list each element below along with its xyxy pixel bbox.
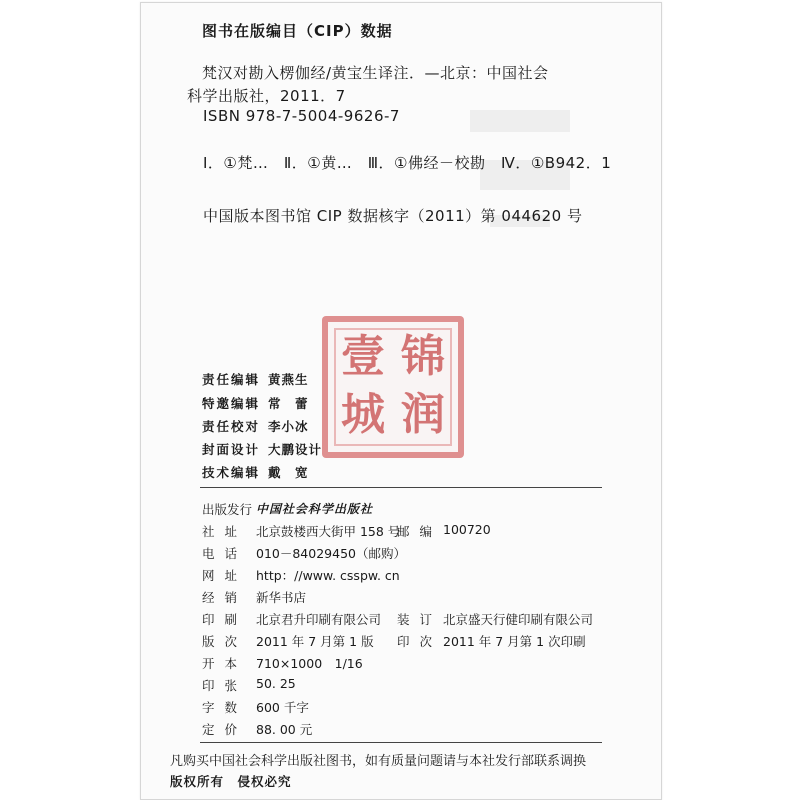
staff-value: 李小冰 [268, 419, 309, 434]
cip-number: 中国版本图书馆 CIP 数据核字（2011）第 044620 号 [203, 207, 583, 225]
postcode-value: 100720 [443, 522, 491, 537]
address-value: 北京鼓楼西大街甲 158 号 [256, 524, 401, 539]
cip-record-line1: 梵汉对勘入楞伽经/黄宝生译注．—北京：中国社会 [202, 64, 549, 82]
staff-value: 常 蕾 [268, 396, 309, 411]
words-label: 字数 [202, 700, 248, 715]
cip-subjects: Ⅰ．①梵… Ⅱ．①黄… Ⅲ．①佛经－校勘 Ⅳ．①B942．1 [203, 154, 612, 172]
printer-label: 印刷 [202, 612, 248, 627]
stamp-char: 壹 [341, 331, 385, 382]
divider-rule [200, 487, 602, 488]
address-label: 社址 [202, 524, 248, 539]
stamp-char: 城 [341, 389, 385, 440]
staff-value: 戴 宽 [268, 465, 309, 480]
staff-label: 技术编辑 [202, 465, 261, 480]
words-value: 600 千字 [256, 700, 309, 715]
staff-label: 封面设计 [202, 442, 261, 457]
stamp-char: 锦 [401, 331, 445, 382]
edition-value: 2011 年 7 月第 1 版 [256, 634, 374, 649]
staff-label: 责任校对 [202, 419, 261, 434]
impression-value: 2011 年 7 月第 1 次印刷 [443, 634, 586, 649]
divider-rule [200, 742, 602, 743]
phone-value: 010－84029450（邮购） [256, 546, 406, 561]
footer-rights: 版权所有 侵权必究 [170, 774, 292, 789]
phone-label: 电话 [202, 546, 248, 561]
format-value: 710×1000 1/16 [256, 656, 363, 671]
staff-value: 大鹏设计 [268, 442, 323, 457]
publisher-label: 出版发行 [202, 502, 253, 517]
format-label: 开本 [202, 656, 248, 671]
cip-isbn: ISBN 978-7-5004-9626-7 [203, 107, 400, 125]
postcode-label: 邮编 [397, 524, 443, 539]
sheets-value: 50. 25 [256, 676, 296, 691]
price-label: 定价 [202, 722, 248, 737]
publisher-name: 中国社会科学出版社 [256, 502, 374, 516]
staff-label: 特邀编辑 [202, 396, 261, 411]
price-value: 88. 00 元 [256, 722, 313, 737]
distributor-label: 经销 [202, 590, 248, 605]
distributor-value: 新华书店 [256, 590, 307, 605]
staff-value: 黄燕生 [268, 372, 309, 387]
seal-stamp [322, 316, 464, 458]
sheets-label: 印张 [202, 678, 248, 693]
printer-value: 北京君升印刷有限公司 [256, 612, 382, 627]
cip-heading: 图书在版编目（CIP）数据 [202, 22, 393, 40]
binder-value: 北京盛天行健印刷有限公司 [443, 612, 594, 627]
website-label: 网址 [202, 568, 248, 583]
binder-label: 装订 [397, 612, 443, 627]
cip-record-line2: 科学出版社，2011．7 [187, 87, 346, 105]
stamp-char: 润 [401, 389, 445, 440]
edition-label: 版次 [202, 634, 248, 649]
website-value: http：//www. csspw. cn [256, 568, 400, 583]
staff-label: 责任编辑 [202, 372, 261, 387]
impression-label: 印次 [397, 634, 443, 649]
footer-notice: 凡购买中国社会科学出版社图书，如有质量问题请与本社发行部联系调换 [170, 754, 587, 769]
